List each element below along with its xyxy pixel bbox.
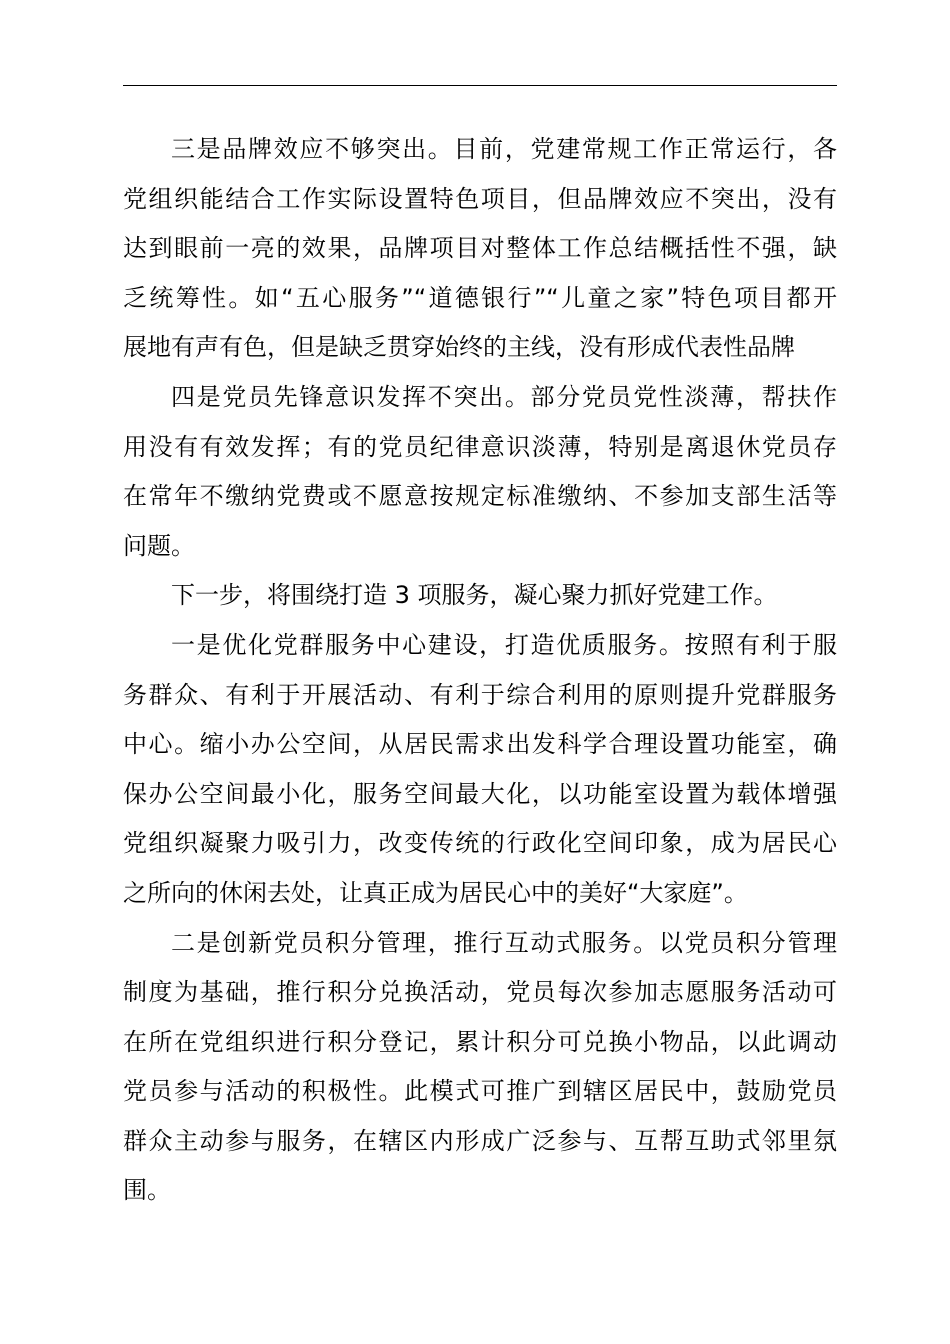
text-line: 之所向的休闲去处，让真正成为居民心中的美好“大家庭”。 (123, 878, 748, 907)
paragraph-brand-effect (123, 125, 837, 373)
text-line: 中心。缩小办公空间，从居民需求出发科学合理设置功能室，确 (123, 730, 837, 759)
paragraph-service-center (123, 621, 837, 919)
text-line: 问题。 (123, 531, 195, 560)
text-line: 制度为基础，推行积分兑换活动，党员每次参加志愿服务活动可 (123, 978, 837, 1007)
document-body (123, 125, 837, 1216)
text-line: 务群众、有利于开展活动、有利于综合利用的原则提升党群服务 (123, 680, 837, 709)
paragraph-next-steps (123, 571, 837, 621)
header-rule (123, 85, 837, 86)
paragraph-points-management (123, 919, 837, 1217)
text-line: 群众主动参与服务，在辖区内形成广泛参与、互帮互助式邻里氛 (123, 1126, 837, 1155)
text-line: 用没有有效发挥；有的党员纪律意识淡薄，特别是离退休党员存 (123, 432, 837, 461)
text-line: 三是品牌效应不够突出。目前，党建常规工作正常运行，各 (171, 135, 837, 163)
text-line: 下一步，将围绕打造 3 项服务，凝心聚力抓好党建工作。 (171, 581, 778, 610)
text-line: 达到眼前一亮的效果，品牌项目对整体工作总结概括性不强，缺 (123, 234, 837, 263)
text-line: 党组织凝聚力吸引力，改变传统的行政化空间印象，成为居民心 (123, 829, 837, 858)
text-line: 在所在党组织进行积分登记，累计积分可兑换小物品，以此调动 (123, 1027, 837, 1056)
text-line: 党组织能结合工作实际设置特色项目，但品牌效应不突出，没有 (123, 184, 837, 213)
text-line: 二是创新党员积分管理，推行互动式服务。以党员积分管理 (171, 928, 837, 957)
text-line: 乏统筹性。如“五心服务”“道德银行”“儿童之家”特色项目都开 (123, 283, 837, 312)
text-line: 保办公空间最小化，服务空间最大化，以功能室设置为载体增强 (123, 779, 837, 808)
paragraph-pioneer-awareness (123, 373, 837, 571)
text-line: 一是优化党群服务中心建设，打造优质服务。按照有利于服 (171, 630, 837, 659)
text-line: 在常年不缴纳党费或不愿意按规定标准缴纳、不参加支部生活等 (123, 482, 837, 511)
text-line: 党员参与活动的积极性。此模式可推广到辖区居民中，鼓励党员 (123, 1077, 837, 1106)
text-line: 四是党员先锋意识发挥不突出。部分党员党性淡薄，帮扶作 (171, 382, 837, 411)
text-line: 展地有声有色，但是缺乏贯穿始终的主线，没有形成代表性品牌 (123, 333, 795, 362)
text-line: 围。 (123, 1176, 171, 1205)
